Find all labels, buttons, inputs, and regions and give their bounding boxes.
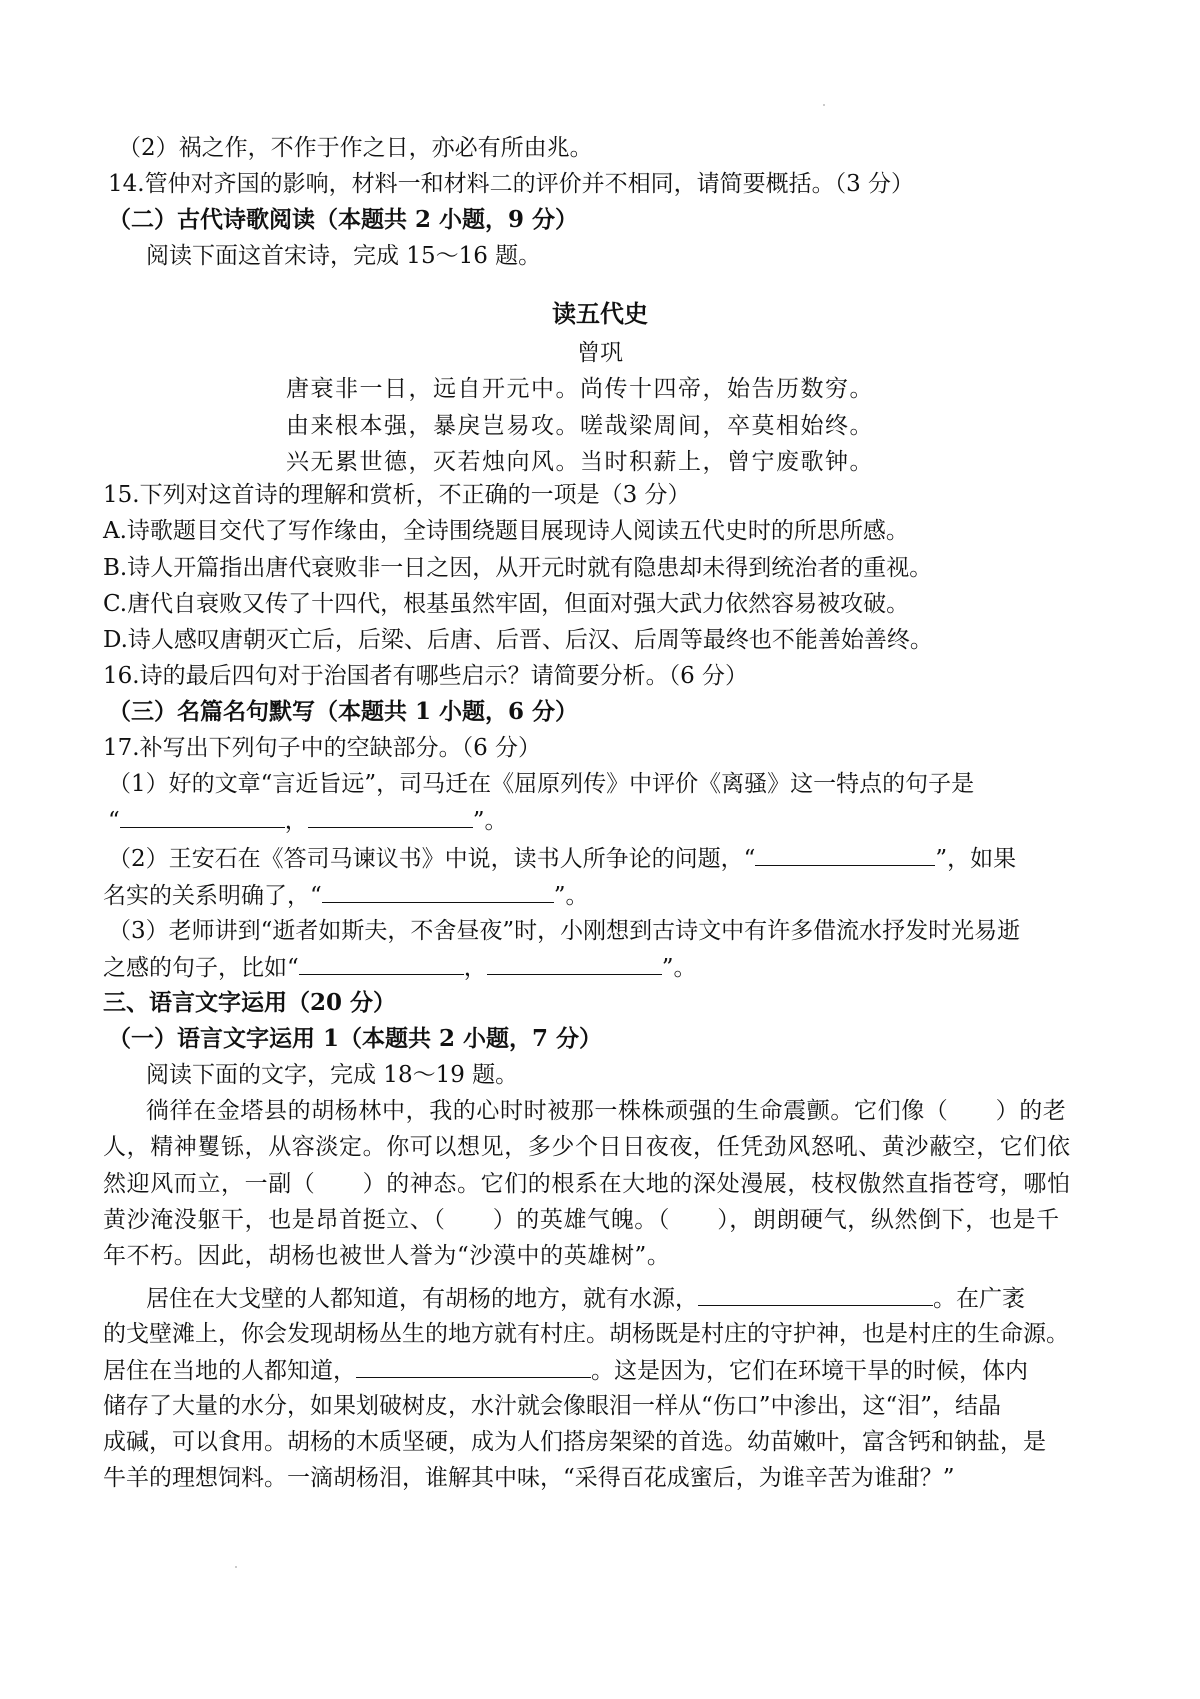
poem-line: 兴无累世德，灭若烛向风。当时积薪上，曾宁废歌钟。 — [286, 449, 874, 475]
poem-line: 唐衰非一日，远自开元中。尚传十四帝，始告历数穷。 — [286, 376, 874, 402]
comma: ， — [463, 955, 487, 981]
instruction: 阅读下面的文字，完成 18～19 题。 — [146, 1062, 519, 1088]
instruction: 阅读下面这首宋诗，完成 15～16 题。 — [146, 243, 542, 269]
poem-line: 由来根本强，暴戾岂易攻。嗟哉梁周间，卒莫相始终。 — [286, 413, 874, 439]
text-segment: ”。 — [661, 955, 697, 981]
answer-blank[interactable] — [356, 1355, 591, 1378]
quote-close: ”。 — [472, 808, 508, 834]
fill-blank-line — [108, 843, 1016, 874]
fill-blank-line — [103, 880, 589, 911]
scan-speck — [235, 1566, 237, 1568]
text-line: （1）好的文章“言近旨远”，司马迁在《屈原列传》中评价《离骚》这一特点的句子是 — [108, 771, 975, 797]
section-heading: （一）语言文字运用 1（本题共 2 小题，7 分） — [108, 1025, 603, 1052]
text-segment: 。在广袤 — [933, 1286, 1025, 1312]
passage-line: 然迎风而立，一副（ ）的神态。它们的根系在大地的深处漫展，枝杈傲然直指苍穹，哪怕 — [103, 1171, 1071, 1197]
section-heading: （二）古代诗歌阅读（本题共 2 小题，9 分） — [108, 206, 579, 233]
fill-blank-line — [103, 952, 697, 983]
question-16: 16.诗的最后四句对于治国者有哪些启示？请简要分析。（6 分） — [103, 663, 749, 689]
passage-line: 徜徉在金塔县的胡杨林中，我的心时时被那一株株顽强的生命震颤。它们像（ ）的老 — [146, 1098, 1067, 1124]
comma: ， — [284, 808, 308, 834]
option-a: A.诗歌题目交代了写作缘由，全诗围绕题目展现诗人阅读五代史时的所思所感。 — [103, 518, 909, 544]
question-14: 14.管仲对齐国的影响，材料一和材料二的评价并不相同，请简要概括。（3 分） — [108, 171, 915, 197]
text-line: （2）祸之作，不作于作之日，亦必有所由兆。 — [118, 135, 593, 161]
question-17: 17.补写出下列句子中的空缺部分。（6 分） — [103, 735, 542, 761]
answer-blank[interactable] — [308, 805, 473, 828]
answer-blank[interactable] — [299, 952, 464, 975]
answer-blank[interactable] — [120, 805, 285, 828]
fill-blank-line — [108, 805, 508, 836]
passage-line: 储存了大量的水分，如果划破树皮，水汁就会像眼泪一样从“伤口”中渗出，这“泪”，结晶 — [103, 1393, 1002, 1419]
text-line: （3）老师讲到“逝者如斯夫，不舍昼夜”时，小刚想到古诗文中有许多借流水抒发时光易逝 — [108, 918, 1021, 944]
answer-blank[interactable] — [698, 1283, 933, 1306]
text-segment: ”，如果 — [935, 846, 1017, 872]
text-segment: 之感的句子，比如“ — [103, 955, 299, 981]
option-b: B.诗人开篇指出唐代衰败非一日之因，从开元时就有隐患却未得到统治者的重视。 — [103, 555, 933, 581]
answer-blank[interactable] — [322, 880, 554, 903]
answer-blank[interactable] — [487, 952, 662, 975]
text-segment: 名实的关系明确了，“ — [103, 883, 322, 909]
section-heading: 三、语言文字运用（20 分） — [103, 989, 397, 1016]
passage-line: 牛羊的理想饲料。一滴胡杨泪，谁解其中味，“采得百花成蜜后，为谁辛苦为谁甜？” — [103, 1465, 955, 1491]
passage-line: 成碱，可以食用。胡杨的木质坚硬，成为人们搭房架梁的首选。幼苗嫩叶，富含钙和钠盐，是 — [103, 1429, 1046, 1455]
scan-speck — [823, 104, 825, 106]
section-heading: （三）名篇名句默写（本题共 1 小题，6 分） — [108, 698, 579, 725]
passage-line — [103, 1355, 1028, 1386]
question-15: 15.下列对这首诗的理解和赏析，不正确的一项是（3 分） — [103, 482, 691, 508]
passage-line: 年不朽。因此，胡杨也被世人誉为“沙漠中的英雄树”。 — [103, 1243, 671, 1269]
answer-blank[interactable] — [755, 843, 935, 866]
text-segment: 居住在大戈壁的人都知道，有胡杨的地方，就有水源， — [146, 1286, 698, 1312]
poem-author: 曾巩 — [577, 340, 623, 366]
option-d: D.诗人感叹唐朝灭亡后，后梁、后唐、后晋、后汉、后周等最终也不能善始善终。 — [103, 627, 933, 653]
passage-line — [146, 1283, 1025, 1314]
option-c: C.唐代自衰败又传了十四代，根基虽然牢固，但面对强大武力依然容易被攻破。 — [103, 591, 910, 617]
text-segment: （2）王安石在《答司马谏议书》中说，读书人所争论的问题，“ — [108, 846, 756, 872]
passage-line: 人，精神矍铄，从容淡定。你可以想见，多少个日日夜夜，任凭劲风怒吼、黄沙蔽空，它们依 — [103, 1134, 1071, 1160]
passage-line: 的戈壁滩上，你会发现胡杨丛生的地方就有村庄。胡杨既是村庄的守护神，也是村庄的生命源。 — [103, 1321, 1069, 1347]
text-segment: 。这是因为，它们在环境干旱的时候，体内 — [591, 1358, 1028, 1384]
text-segment: 居住在当地的人都知道， — [103, 1358, 356, 1384]
passage-line: 黄沙淹没躯干，也是昂首挺立、（ ）的英雄气魄。（ ），朗朗硬气，纵然倒下，也是千 — [103, 1207, 1060, 1233]
text-segment: ”。 — [553, 883, 589, 909]
quote-open: “ — [108, 808, 120, 834]
poem-title: 读五代史 — [552, 299, 648, 328]
